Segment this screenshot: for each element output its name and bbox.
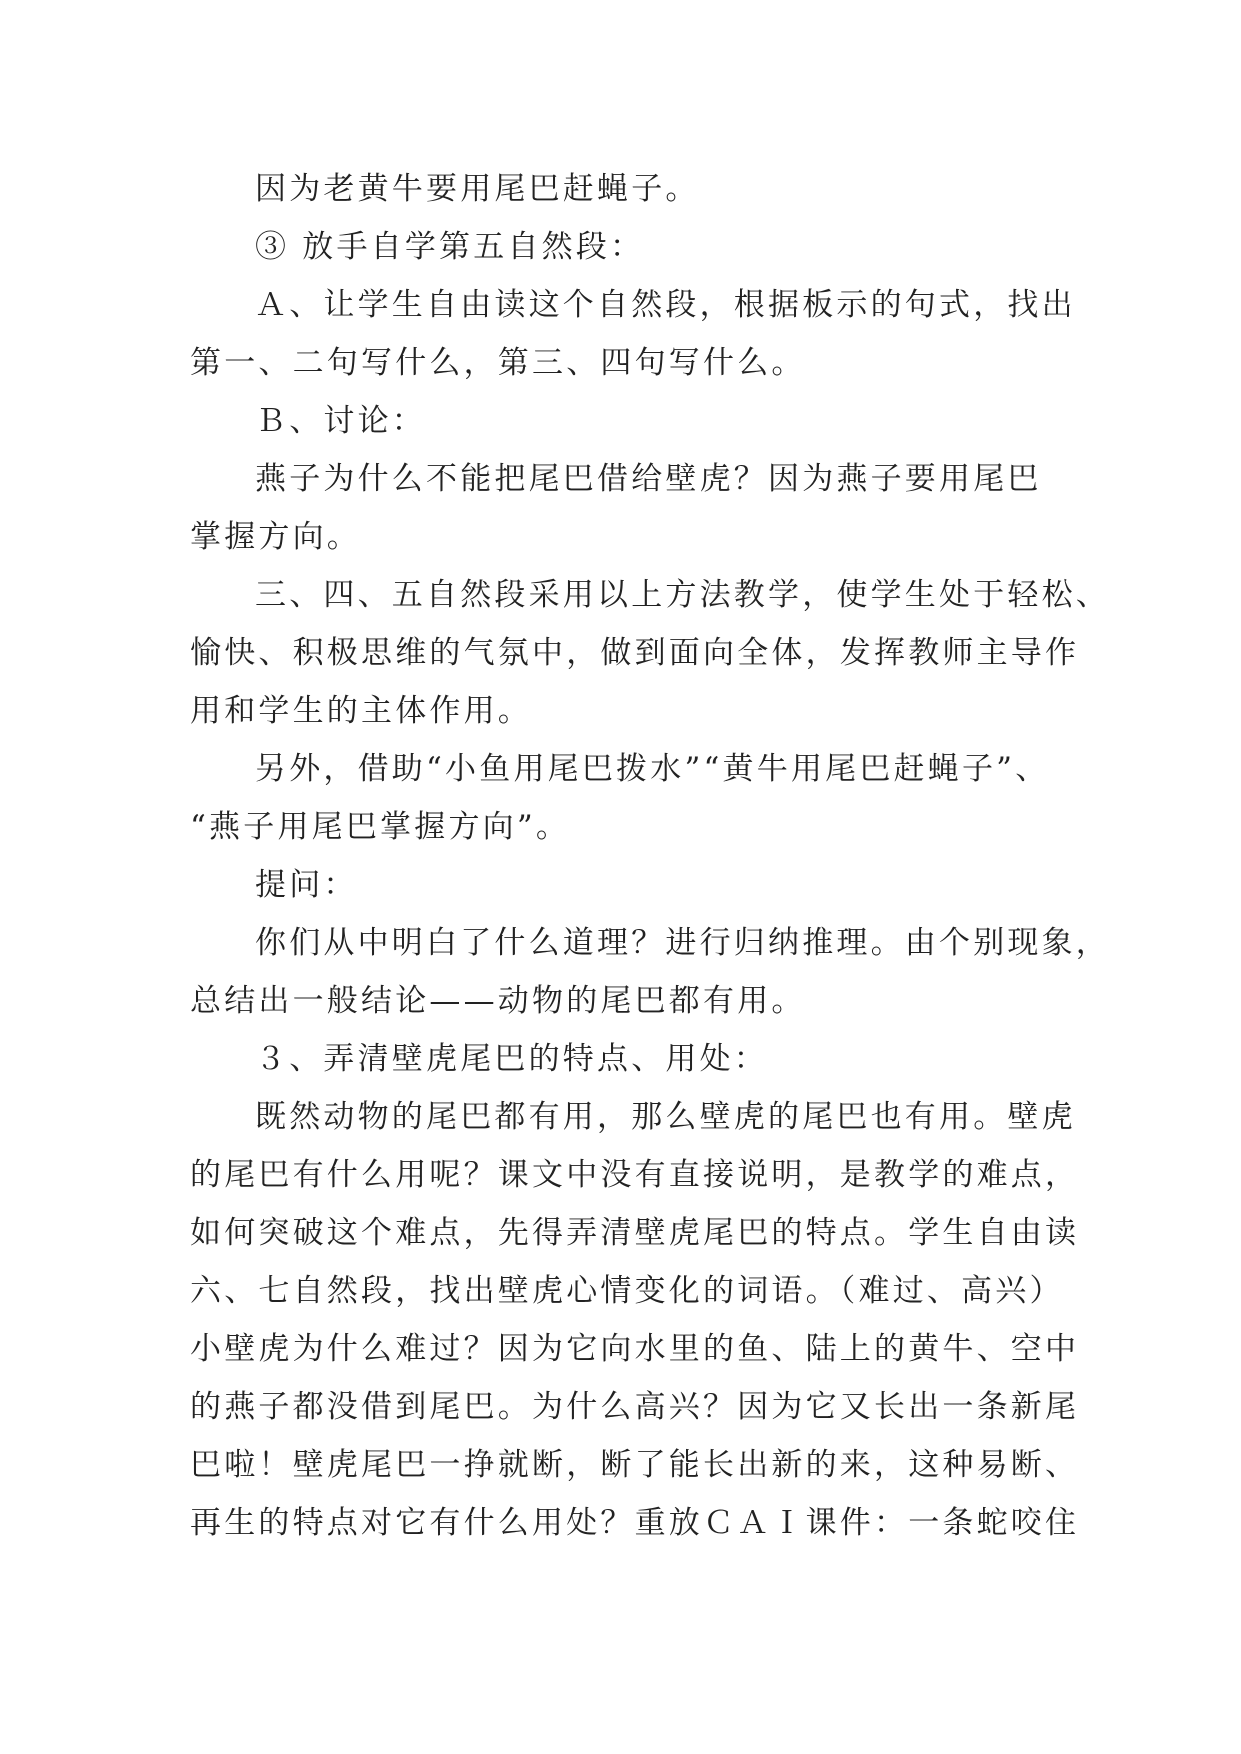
text-line: Ａ、让学生自由读这个自然段，根据板示的句式，找出 [255, 287, 1076, 323]
text-line: 提问： [255, 867, 358, 903]
text-line: 六、七自然段，找出壁虎心情变化的词语。（难过、高兴） [190, 1273, 1064, 1309]
text-line: 小壁虎为什么难过？因为它向水里的鱼、陆上的黄牛、空中 [190, 1331, 1080, 1367]
document-body [190, 160, 1110, 1552]
text-line: 总结出一般结论——动物的尾巴都有用。 [190, 983, 806, 1019]
text-line: 你们从中明白了什么道理？进行归纳推理。由个别现象， [255, 925, 1110, 961]
text-line: 如何突破这个难点，先得弄清壁虎尾巴的特点。学生自由读 [190, 1215, 1080, 1251]
text-line: 再生的特点对它有什么用处？重放ＣＡＩ课件：一条蛇咬住 [190, 1505, 1080, 1541]
text-line: 第一、二句写什么，第三、四句写什么。 [190, 345, 806, 381]
text-line: 掌握方向。 [190, 519, 361, 555]
text-line: ③ 放手自学第五自然段： [255, 229, 645, 265]
text-line: Ｂ、讨论： [255, 403, 426, 439]
text-line: ３、弄清壁虎尾巴的特点、用处： [255, 1041, 768, 1077]
text-line: 燕子为什么不能把尾巴借给壁虎？因为燕子要用尾巴 [255, 461, 1042, 497]
text-line: 另外，借助“小鱼用尾巴拨水”“黄牛用尾巴赶蝇子”、 [255, 751, 1050, 787]
text-line: 三、四、五自然段采用以上方法教学，使学生处于轻松、 [255, 577, 1110, 613]
text-line: 用和学生的主体作用。 [190, 693, 532, 729]
text-line: “燕子用尾巴掌握方向”。 [190, 809, 571, 845]
text-line: 的燕子都没借到尾巴。为什么高兴？因为它又长出一条新尾 [190, 1389, 1080, 1425]
text-line: 巴啦！壁虎尾巴一挣就断，断了能长出新的来，这种易断、 [190, 1447, 1080, 1483]
text-line: 愉快、积极思维的气氛中，做到面向全体，发挥教师主导作 [190, 635, 1080, 671]
text-line: 既然动物的尾巴都有用，那么壁虎的尾巴也有用。壁虎 [255, 1099, 1076, 1135]
text-line: 因为老黄牛要用尾巴赶蝇子。 [255, 171, 700, 207]
text-line: 的尾巴有什么用呢？课文中没有直接说明，是教学的难点， [190, 1157, 1080, 1193]
